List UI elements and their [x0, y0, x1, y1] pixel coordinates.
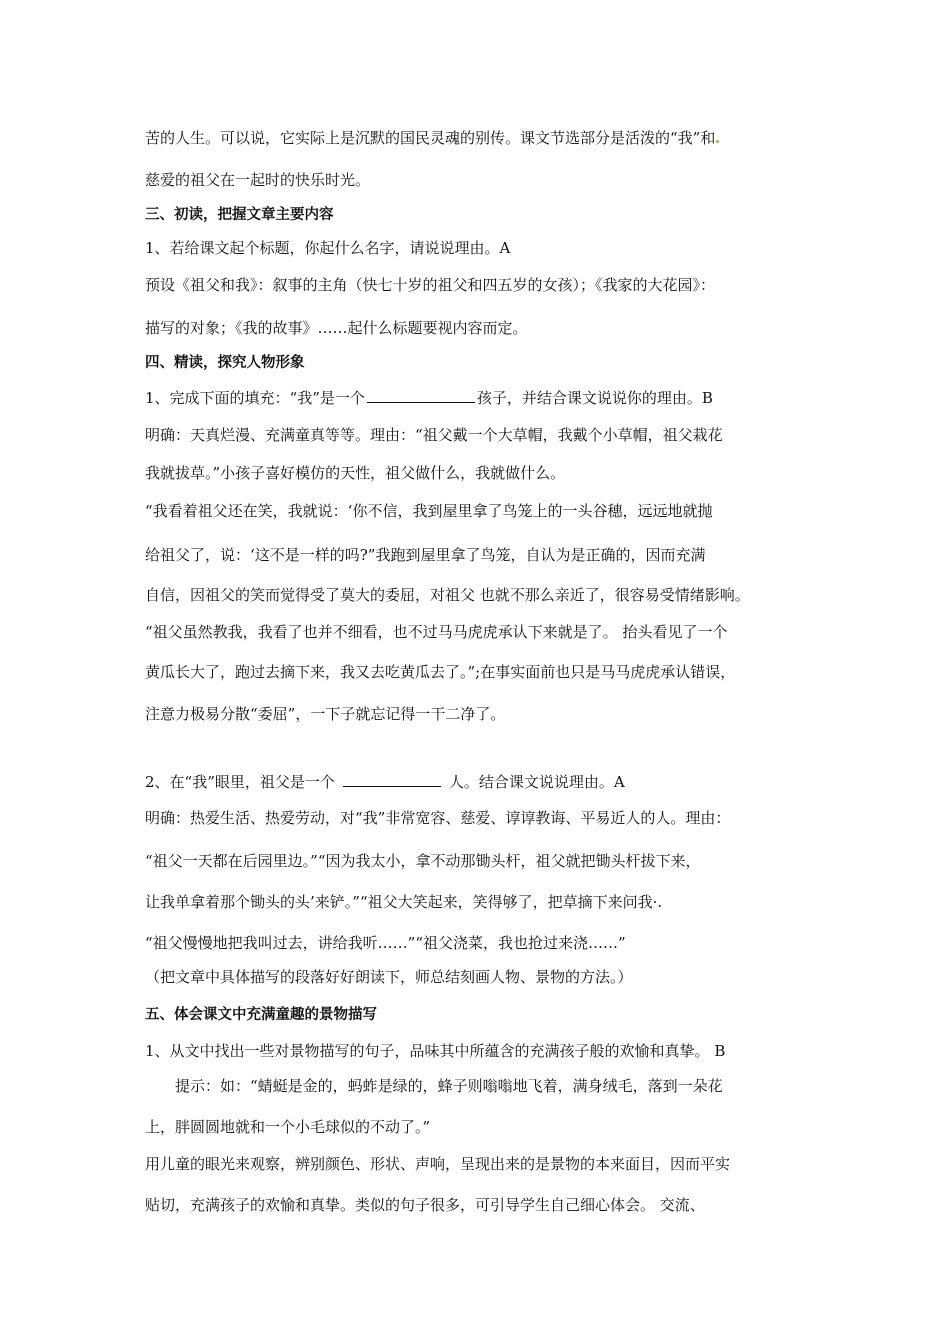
text-line: 贴切，充满孩子的欢愉和真挚。类似的句子很多，可引导学生自己细心体会。 交流、: [145, 1196, 705, 1214]
fill-in-blank: [367, 388, 475, 403]
text-line: 慈爱的祖父在一起时的快乐时光。: [145, 171, 371, 189]
text-line: 上，胖圆圆地就和一个小毛球似的不动了。”: [145, 1118, 431, 1136]
text-line: 明确：天真烂漫、充满童真等等。理由：“祖父戴一个大草帽，我戴个小草帽，祖父栽花: [145, 426, 723, 444]
text-line: 用儿童的眼光来观察，辨别颜色、形状、声响，呈现出来的是景物的本来面目，因而平实: [145, 1155, 731, 1173]
text-line: 给祖父了，说：‘这不是一样的吗?”我跑到屋里拿了鸟笼，自认为是正确的，因而充满: [145, 546, 706, 564]
text-span: 孩子，并结合课文说说你的理由。B: [476, 389, 713, 407]
question-line: [145, 388, 825, 408]
fill-in-blank: [343, 772, 441, 787]
bullet-dot: [716, 140, 719, 143]
text-line: 我就拔草。”小孩子喜好模仿的天性，祖父做什么，我就做什么。: [145, 464, 566, 482]
text-line: “祖父虽然教我，我看了也并不细看，也不过马马虎虎承认下来就是了。 抬头看见了一个: [145, 623, 728, 641]
text-line: 描写的对象；《我的故事》……起什么标题要视内容而定。: [145, 319, 528, 337]
text-line: 注意力极易分散“委屈”，一下子就忘记得一干二净了。: [145, 705, 506, 723]
text-line: 预设《祖父和我》：叙事的主角（快七十岁的祖父和四五岁的女孩）；《我家的大花园》：: [145, 276, 716, 294]
text-span: 人。结合课文说说理由。A: [448, 773, 625, 791]
question-line: 1、从文中找出一些对景物描写的句子，品味其中所蕴含的充满孩子般的欢愉和真挚。 B: [145, 1042, 726, 1060]
text-span: 1、完成下面的填充：“我”是一个: [145, 389, 365, 407]
section-heading: 四、精读，探究人物形象: [145, 355, 305, 371]
text-span: 苦的人生。可以说，它实际上是沉默的国民灵魂的别传。课文节选部分是活泼的“我”和: [145, 129, 716, 147]
text-line: （把文章中具体描写的段落好好朗读下，师总结刻画人物、景物的方法。）: [145, 968, 633, 986]
text-line: 明确：热爱生活、热爱劳动，对“我”非常宽容、慈爱、谆谆教诲、平易近人的人。理由：: [145, 809, 731, 827]
text-line: “祖父一天都在后园里边。”“因为我太小，拿不动那锄头杆，祖父就把锄头杆拔下来，: [145, 852, 701, 870]
text-line: “我看着祖父还在笑，我就说：‘你不信，我到屋里拿了鸟笼上的一头谷穗，远远地就抛: [145, 502, 713, 520]
text-span: 2、在“我”眼里，祖父是一个: [145, 773, 335, 791]
text-line: 让我单拿着那个锄头的头’来铲。”“祖父大笑起来，笑得够了，把草摘下来问我·.: [145, 893, 663, 911]
text-line: [145, 128, 825, 148]
question-line: 1、若给课文起个标题，你起什么名字，请说说理由。A: [145, 239, 511, 257]
question-line: [145, 772, 825, 792]
section-heading: 三、初读，把握文章主要内容: [145, 207, 334, 223]
text-line: 提示：如：“蜻蜓是金的，蚂蚱是绿的，蜂子则嗡嗡地飞着，满身绒毛，落到一朵花: [175, 1077, 723, 1095]
text-line: “祖父慢慢地把我叫过去，讲给我听……”“祖父浇菜，我也抢过来浇……”: [145, 934, 626, 952]
section-heading: 五、体会课文中充满童趣的景物描写: [145, 1007, 377, 1023]
text-line: 黄瓜长大了，跑过去摘下来，我又去吃黄瓜去了。”;在事实面前也只是马马虎虎承认错误，: [145, 663, 736, 681]
text-line: 自信，因祖父的笑而觉得受了莫大的委屈，对祖父 也就不那么亲近了，很容易受情绪影响。: [145, 586, 750, 604]
